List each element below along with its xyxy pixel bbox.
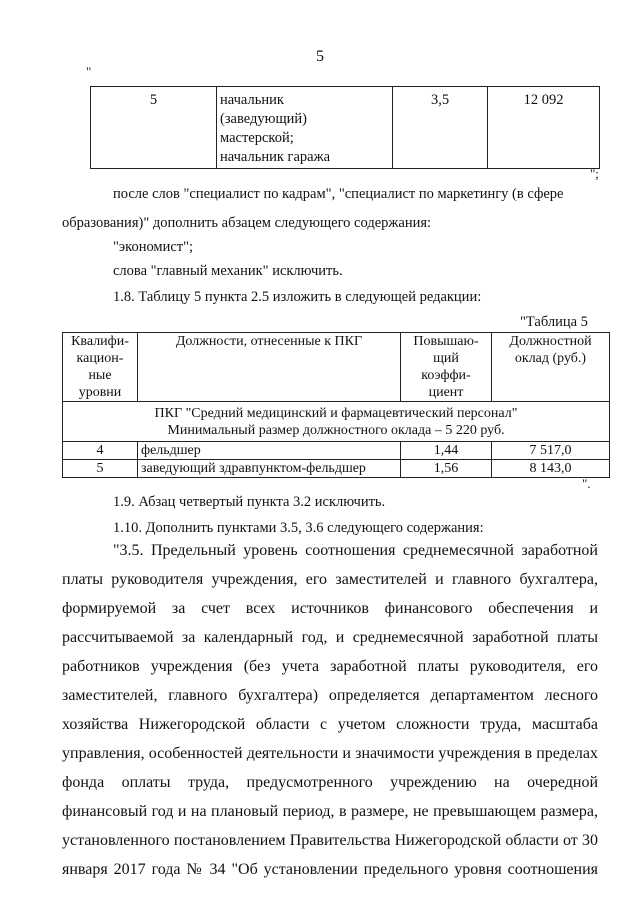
table4-closing-mark: ";: [590, 166, 599, 181]
qualification-level-cell: 5: [91, 87, 217, 169]
paragraph-quote-economist: "экономист";: [113, 239, 194, 255]
clause-line: формируемой за счет всех источников финансового обеспечения и: [62, 600, 598, 617]
clause-line: заместителей, главного бухгалтера) определяется департаментом лесного: [62, 687, 598, 704]
header-line: Повышаю-: [413, 334, 479, 349]
paragraph-item-1-9: 1.9. Абзац четвертый пункта 3.2 исключить.: [113, 494, 386, 510]
paragraph-line: после слов "специалист по кадрам", "специалист по маркетингу (в сфере: [113, 186, 564, 202]
clause-line: установленного постановлением Правительства Нижегородской области от 30: [62, 832, 598, 849]
clause-line: работников учреждения (без учета заработной платы руководителя, его: [62, 658, 598, 675]
header-line: циент: [428, 385, 464, 400]
qualification-level-cell: 5: [63, 460, 138, 478]
positions-cell: [217, 87, 393, 169]
position-line: мастерской;: [220, 130, 294, 146]
header-line: коэффи-: [421, 368, 471, 383]
paragraph-remove-mechanic: слова "главный механик" исключить.: [113, 263, 343, 279]
paragraph-item-1-10: 1.10. Дополнить пунктами 3.5, 3.6 следующего содержания:: [113, 520, 484, 536]
salary-cell: 12 092: [488, 87, 600, 169]
coefficient-cell: 1,56: [401, 460, 492, 478]
header-line: ные: [88, 368, 112, 383]
position-line: (заведующий): [220, 111, 307, 127]
header-line: щий: [433, 351, 459, 366]
position-cell: заведующий здравпунктом-фельдшер: [138, 460, 401, 478]
table5: [62, 332, 610, 478]
header-line: кацион-: [76, 351, 124, 366]
table4-fragment: [90, 86, 600, 169]
group-cell: [63, 402, 610, 442]
header-line: оклад (руб.): [514, 351, 587, 366]
salary-cell: 8 143,0: [492, 460, 610, 478]
group-title: ПКГ "Средний медицинский и фармацевтический персонал": [154, 406, 518, 421]
table-row: [63, 442, 610, 460]
header-coefficient: [401, 333, 492, 402]
clause-line: фонда оплаты труда, предусмотренного учреждению на очередной: [62, 774, 598, 791]
clause-line: финансовый год и на плановый период, в размере, не превышающем размера,: [62, 803, 598, 820]
qualification-level-cell: 4: [63, 442, 138, 460]
table-row: [91, 87, 600, 169]
coefficient-cell: 3,5: [393, 87, 488, 169]
paragraph-line: образования)" дополнить абзацем следующего содержания:: [62, 215, 432, 231]
header-line: Квалифи-: [71, 334, 129, 349]
opening-quote-mark: ": [86, 64, 92, 79]
header-salary: [492, 333, 610, 402]
coefficient-cell: 1,44: [401, 442, 492, 460]
position-line: начальник: [220, 92, 284, 108]
table-header-row: [63, 333, 610, 402]
group-min-salary: Минимальный размер должностного оклада – 5 220 руб.: [167, 423, 505, 438]
paragraph-item-1-8: 1.8. Таблицу 5 пункта 2.5 изложить в следующей редакции:: [113, 289, 482, 305]
clause-line: хозяйства Нижегородской области с учетом сложности труда, масштаба: [62, 716, 598, 733]
table-row: [63, 460, 610, 478]
clause-line: "3.5. Предельный уровень соотношения среднемесячной заработной: [113, 542, 598, 559]
table5-caption: "Таблица 5: [520, 314, 588, 330]
salary-cell: 7 517,0: [492, 442, 610, 460]
header-qualification-level: [63, 333, 138, 402]
clause-line: управления, особенностей деятельности и значимости учреждения в пределах: [62, 745, 598, 762]
header-line: Должностной: [509, 334, 592, 349]
header-line: уровни: [78, 385, 122, 400]
clause-line: рассчитываемой за календарный год, и среднемесячной заработной платы: [62, 629, 598, 646]
page-number: 5: [316, 48, 324, 65]
header-positions: Должности, отнесенные к ПКГ: [138, 333, 401, 402]
clause-line: января 2017 года № 34 "Об установлении предельного уровня соотношения: [62, 861, 598, 878]
position-line: начальник гаража: [220, 149, 331, 165]
clause-3-5: [62, 542, 598, 890]
table5-closing-mark: ".: [582, 476, 591, 491]
table-group-row: [63, 402, 610, 442]
position-cell: фельдшер: [138, 442, 401, 460]
clause-line: платы руководителя учреждения, его заместителей и главного бухгалтера,: [62, 571, 598, 588]
